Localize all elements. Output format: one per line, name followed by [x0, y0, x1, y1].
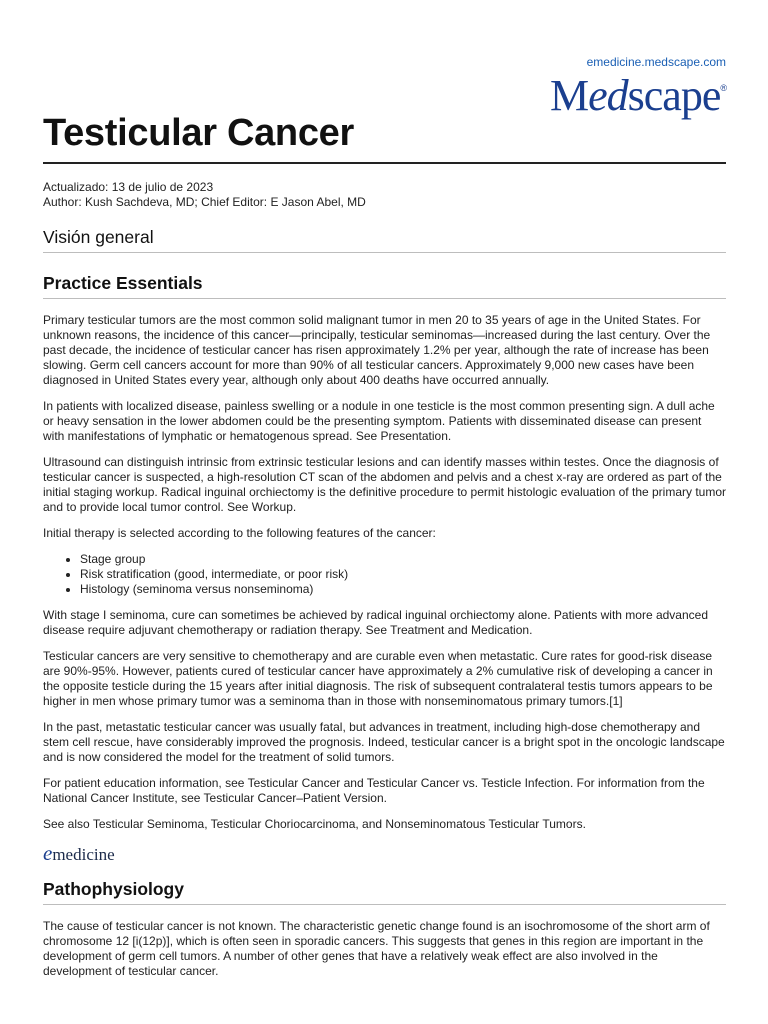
paragraph: Initial therapy is selected according to the following features of the cancer: [43, 526, 436, 540]
paragraph: With stage I seminoma, cure can sometimes be achieved by radical inguinal orchiectomy alone. Patients with more advanced disease require adjuvant chemotherapy or radiation therapy. See Treatment and Medication. [43, 608, 708, 637]
practice-essentials-heading: Practice Essentials [43, 273, 726, 299]
paragraph: Ultrasound can distinguish intrinsic from extrinsic testicular lesions and can identify masses within testes. Once the diagnosis of testicular cancer is suspected, a high-resolution CT scan of the abdomen and pelvis and a chest x-ray are ordered as part of the initial staging workup. Radical inguinal orchiectomy is the definitive procedure to permit histologic evaluation of the primary tumor and to provide local tumor control. See Workup. [43, 455, 727, 514]
emedicine-e: e [43, 841, 53, 865]
article-meta [43, 180, 366, 210]
paragraph: Testicular cancers are very sensitive to chemotherapy and are curable even when metastatic. Cure rates for good-risk disease are 90%-95%. However, patients cured of testicular cancer have approximately a 2% cumulative risk of developing a cancer in the opposite testicle during the 15 years after initial diagnosis. The risk of subsequent contralateral testis tumors appears to be higher in men whose primary tumor was a seminoma than in those with nonseminomatous primary tumors.[1] [43, 649, 713, 708]
overview-heading: Visión general [43, 227, 726, 253]
list-item: • Stage group [80, 552, 726, 567]
list-item: • Risk stratification (good, intermediate, or poor risk) [80, 567, 726, 582]
logo-letters-ed: ed [588, 71, 628, 120]
article-content [43, 227, 726, 990]
paragraph: In the past, metastatic testicular cancer was usually fatal, but advances in treatment, including high-dose chemotherapy and stem cell rescue, have considerably improved the prognosis. Indeed, testicular cancer is a bright spot in the oncologic landscape and is now considered the model for the treatment of solid tumors. [43, 720, 725, 764]
spacer [43, 299, 726, 313]
paragraph: For patient education information, see Testicular Cancer and Testicular Cancer vs. Testicle Infection. For information from the National Cancer Institute, see Testicular Cancer–Patient Version. [43, 776, 705, 805]
pathophysiology-heading: Pathophysiology [43, 879, 726, 905]
spacer [43, 905, 726, 919]
paragraph: Primary testicular tumors are the most common solid malignant tumor in men 20 to 35 years of age in the United States. For unknown reasons, the incidence of this cancer—principally, testicular seminomas—increased during the last century. Over the past decade, the incidence of testicular cancer has risen approximately 1.2% per year, although the rate of increase has been slowing. Germ cell cancers account for more than 90% of all testicular cancers. Approximately 9,000 new cases have been diagnosed in United States every year, although only about 400 deaths have occurred annually. [43, 313, 711, 387]
article-title: Testicular Cancer [43, 112, 354, 154]
updated-date: Actualizado: 13 de julio de 2023 [43, 180, 214, 194]
emedicine-rest: medicine [52, 845, 115, 864]
spacer [43, 253, 726, 273]
paragraph: See also Testicular Seminoma, Testicular Choriocarcinoma, and Nonseminomatous Testicular Tumors. [43, 817, 586, 831]
logo-letters-scape: scape [627, 71, 721, 120]
registered-mark: ® [720, 83, 726, 93]
site-link[interactable]: emedicine.medscape.com [586, 55, 726, 69]
paragraph: The cause of testicular cancer is not known. The characteristic genetic change found is an isochromosome of the short arm of chromosome 12 [i(12p)], which is often seen in sporadic cancers. This suggests that genes in this region are important in the development of germ cell tumors. A number of other genes that have a relatively weak effect are also involved in the development of testicular cancer. [43, 919, 710, 978]
medscape-logo[interactable] [549, 71, 726, 120]
emedicine-logo[interactable] [43, 843, 726, 865]
features-list [43, 552, 726, 597]
list-item: • Histology (seminoma versus nonseminoma) [80, 582, 726, 597]
title-divider [43, 162, 726, 164]
paragraph: In patients with localized disease, painless swelling or a nodule in one testicle is the most common presenting sign. A dull ache or heavy sensation in the lower abdomen could be the presenting symptom. Patients with disseminated disease can present with manifestations of lymphatic or hematogenous spread. See Presentation. [43, 399, 715, 443]
authors-line: Author: Kush Sachdeva, MD; Chief Editor: E Jason Abel, MD [43, 195, 366, 209]
logo-letter-m: M [549, 71, 589, 120]
